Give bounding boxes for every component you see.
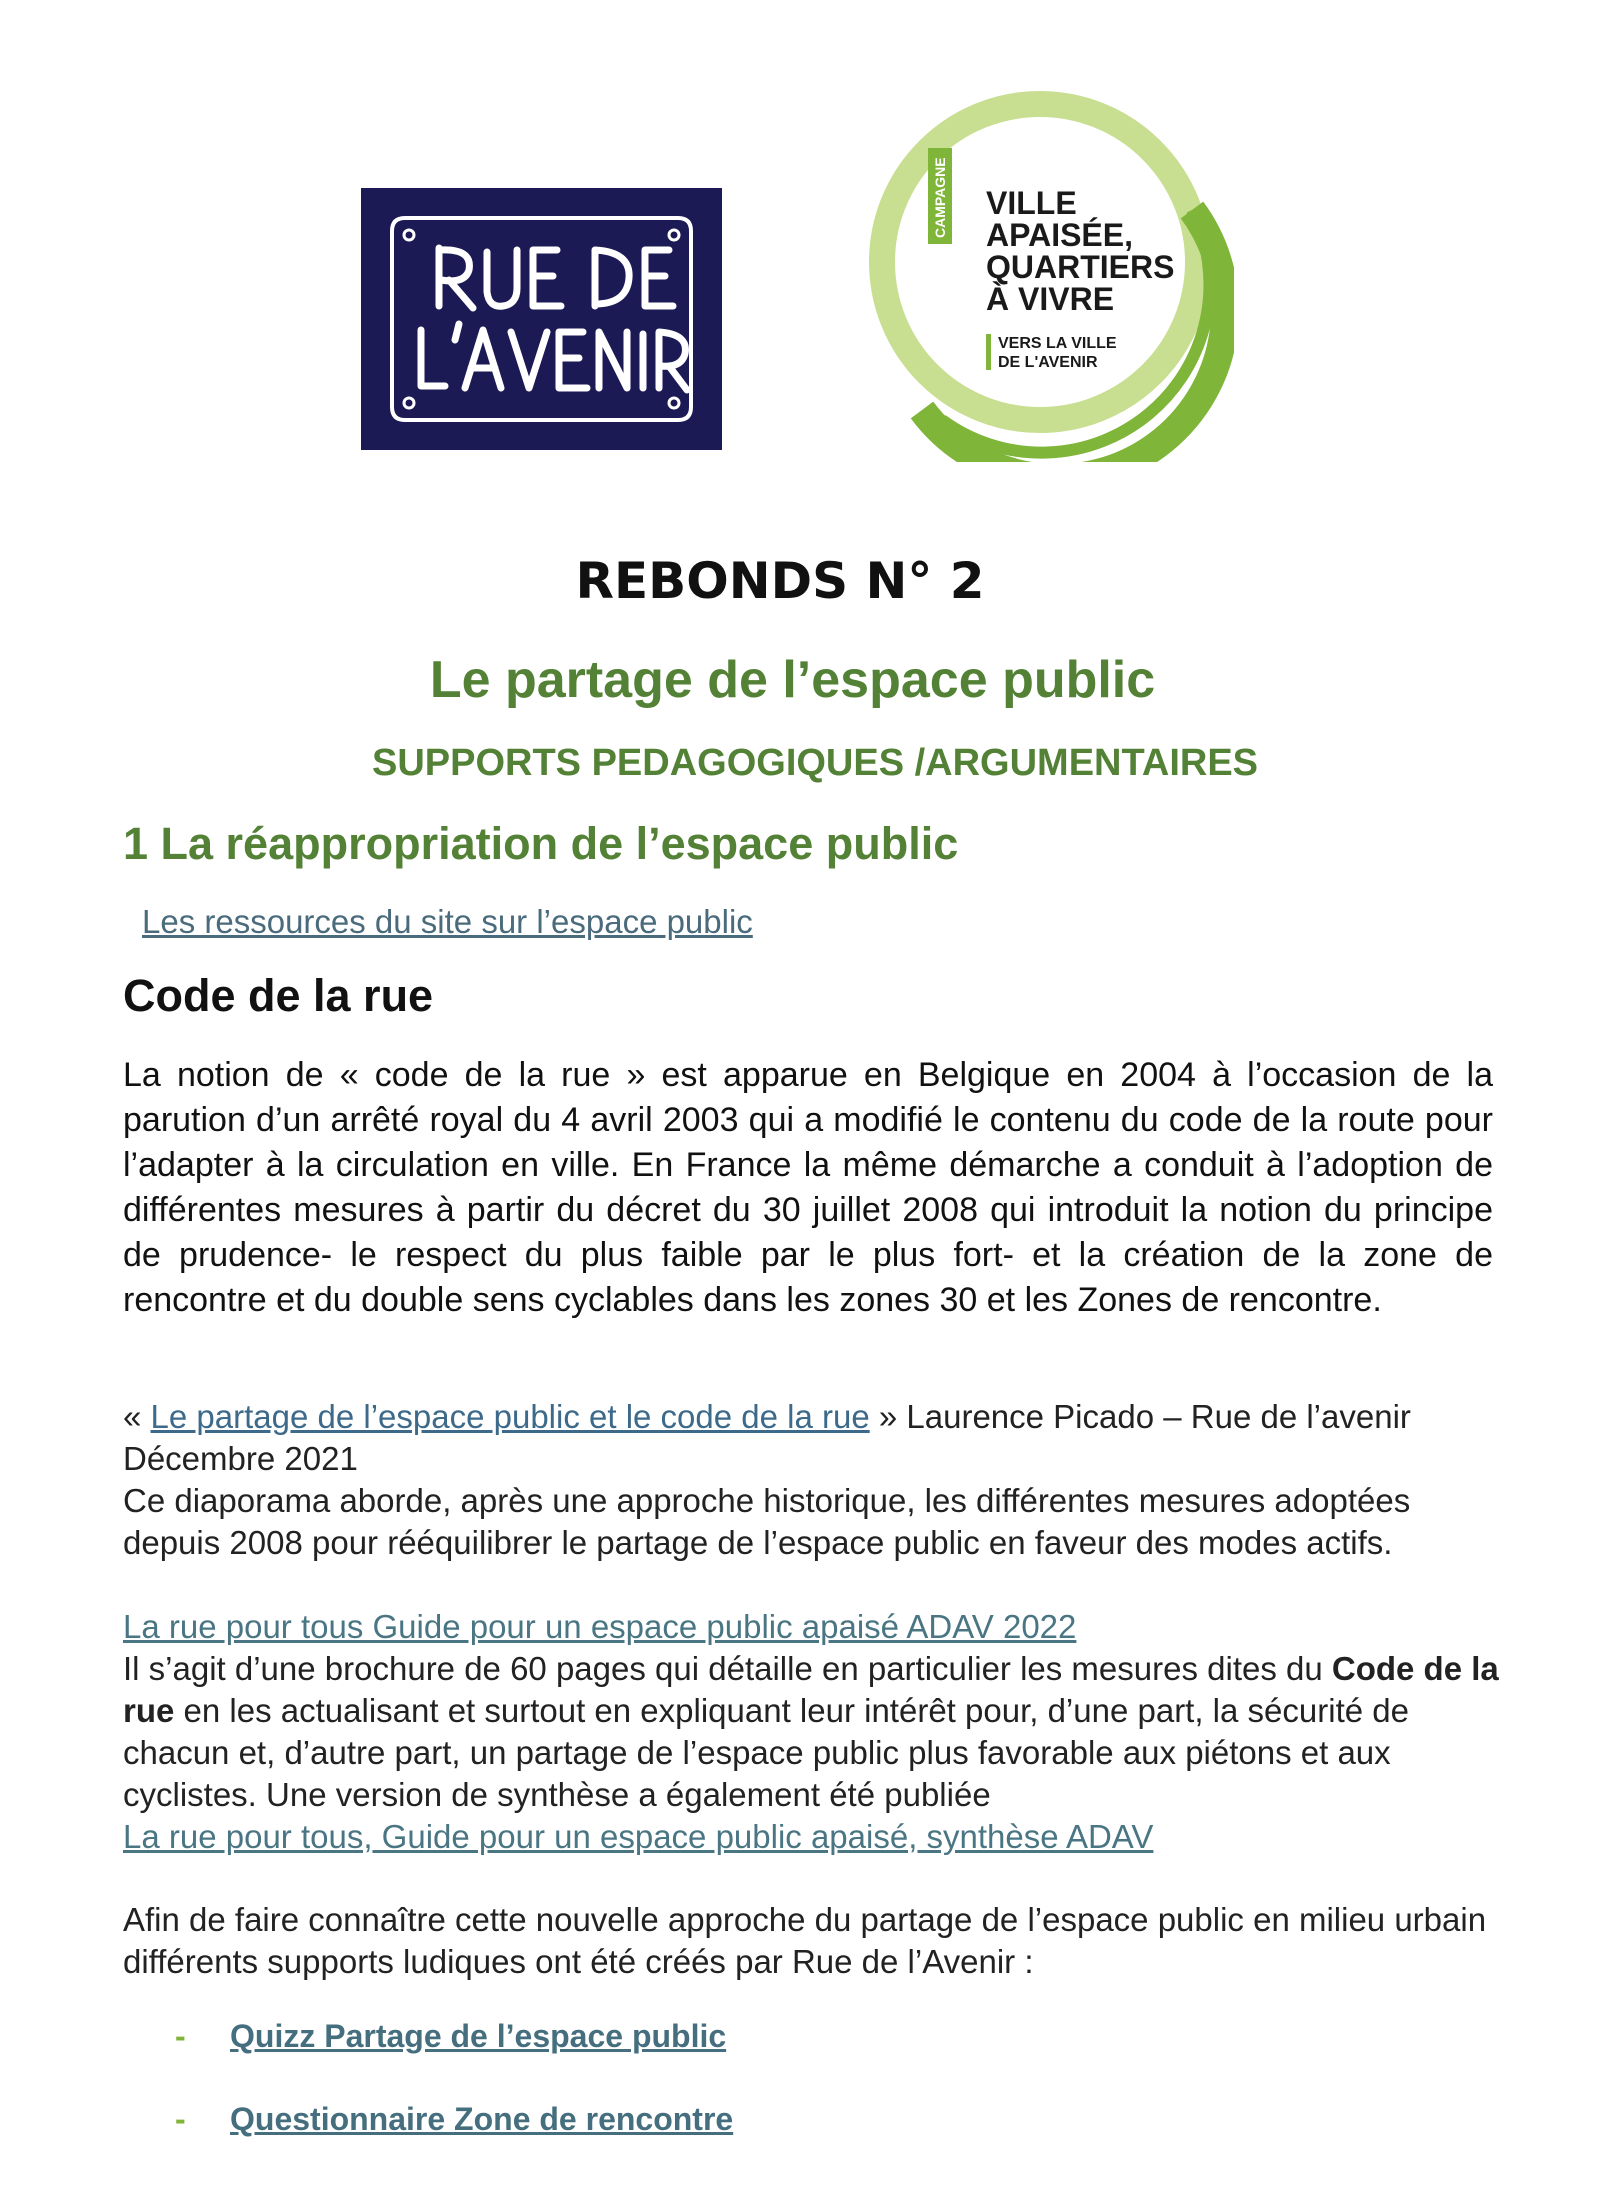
guide-bold-code: Code de la rue xyxy=(123,1650,1499,1729)
logo-tag-2: DE L'AVENIR xyxy=(998,354,1098,371)
list-item xyxy=(175,2018,726,2055)
list-dash: - xyxy=(175,2101,186,2137)
guide-block xyxy=(123,1606,1503,1858)
guide-synthese-link[interactable]: La rue pour tous, Guide pour un espace public apaisé, synthèse ADAV xyxy=(123,1818,1154,1855)
logo-tag-1: VERS LA VILLE xyxy=(998,335,1117,352)
logo-campaign-label: CAMPAGNE xyxy=(932,157,948,238)
supports-ludiques-paragraph: Afin de faire connaître cette nouvelle approche du partage de l’espace public en milieu urbain différents supports ludiques ont été créés par Rue de l’Avenir : xyxy=(123,1901,1487,1980)
logo-line-1: VILLE xyxy=(986,185,1077,221)
quizz-link[interactable]: Quizz Partage de l’espace public xyxy=(230,2018,727,2054)
partage-code-de-la-rue-link[interactable]: Le partage de l’espace public et le code de la rue xyxy=(150,1398,870,1435)
diaporama-description: Ce diaporama aborde, après une approche historique, les différentes mesures adoptées depuis 2008 pour rééquilibrer le partage de l’espace public en faveur des modes actifs. xyxy=(123,1482,1411,1561)
intro-paragraph: La notion de « code de la rue » est apparue en Belgique en 2004 à l’occasion de la parution d’un arrêté royal du 4 avril 2003 qui a modifié le contenu du code de la route pour l’adapter à la circulation en ville. En France la même démarche a conduit à l’adoption de différentes mesures à partir du décret du 30 juillet 2008 qui introduit la notion du principe de prudence- le respect du plus faible par le plus fort- et la création de la zone de rencontre et du double sens cyclables dans les zones 30 et les Zones de rencontre. xyxy=(123,1056,1493,1319)
list-item xyxy=(175,2101,733,2138)
list-dash: - xyxy=(175,2018,186,2054)
logo-line-4: À VIVRE xyxy=(986,281,1115,317)
rue-de-lavenir-logo-graphic xyxy=(361,188,722,450)
guide-text-1: Il s’agit d’une brochure de 60 pages qui détaille en particulier les mesures dites du xyxy=(123,1650,1332,1687)
publication-date: Décembre 2021 xyxy=(123,1440,358,1477)
questionnaire-link[interactable]: Questionnaire Zone de rencontre xyxy=(230,2101,734,2137)
code-de-la-rue-heading: Code de la rue xyxy=(123,970,434,1021)
campagne-logo-graphic xyxy=(862,90,1234,462)
open-quote: « xyxy=(123,1398,151,1435)
section-title: 1 La réappropriation de l’espace public xyxy=(123,818,959,869)
document-title: REBONDS N° 2 xyxy=(575,552,985,610)
author-credit: » Laurence Picado – Rue de l’avenir xyxy=(869,1398,1411,1435)
diaporama-block xyxy=(123,1396,1503,1564)
rue-de-lavenir-logo xyxy=(361,188,722,450)
campagne-ville-apaisee-logo xyxy=(862,90,1234,462)
resources-link[interactable]: Les ressources du site sur l’espace public xyxy=(142,903,753,940)
guide-adav-link[interactable]: La rue pour tous Guide pour un espace public apaisé ADAV 2022 xyxy=(123,1608,1077,1645)
document-subtitle: Le partage de l’espace public xyxy=(429,651,1156,709)
guide-text-2: en les actualisant et surtout en expliquant leur intérêt pour, d’une part, la sécurité de chacun et, d’autre part, un partage de l’espace public plus favorable aux piétons et aux cyclistes. Une version de synthèse a également été publiée xyxy=(123,1692,1409,1813)
logo-line-3: QUARTIERS xyxy=(986,249,1175,285)
logo-line-2: APAISÉE, xyxy=(986,217,1133,253)
supports-heading: SUPPORTS PEDAGOGIQUES /ARGUMENTAIRES xyxy=(371,742,1259,784)
